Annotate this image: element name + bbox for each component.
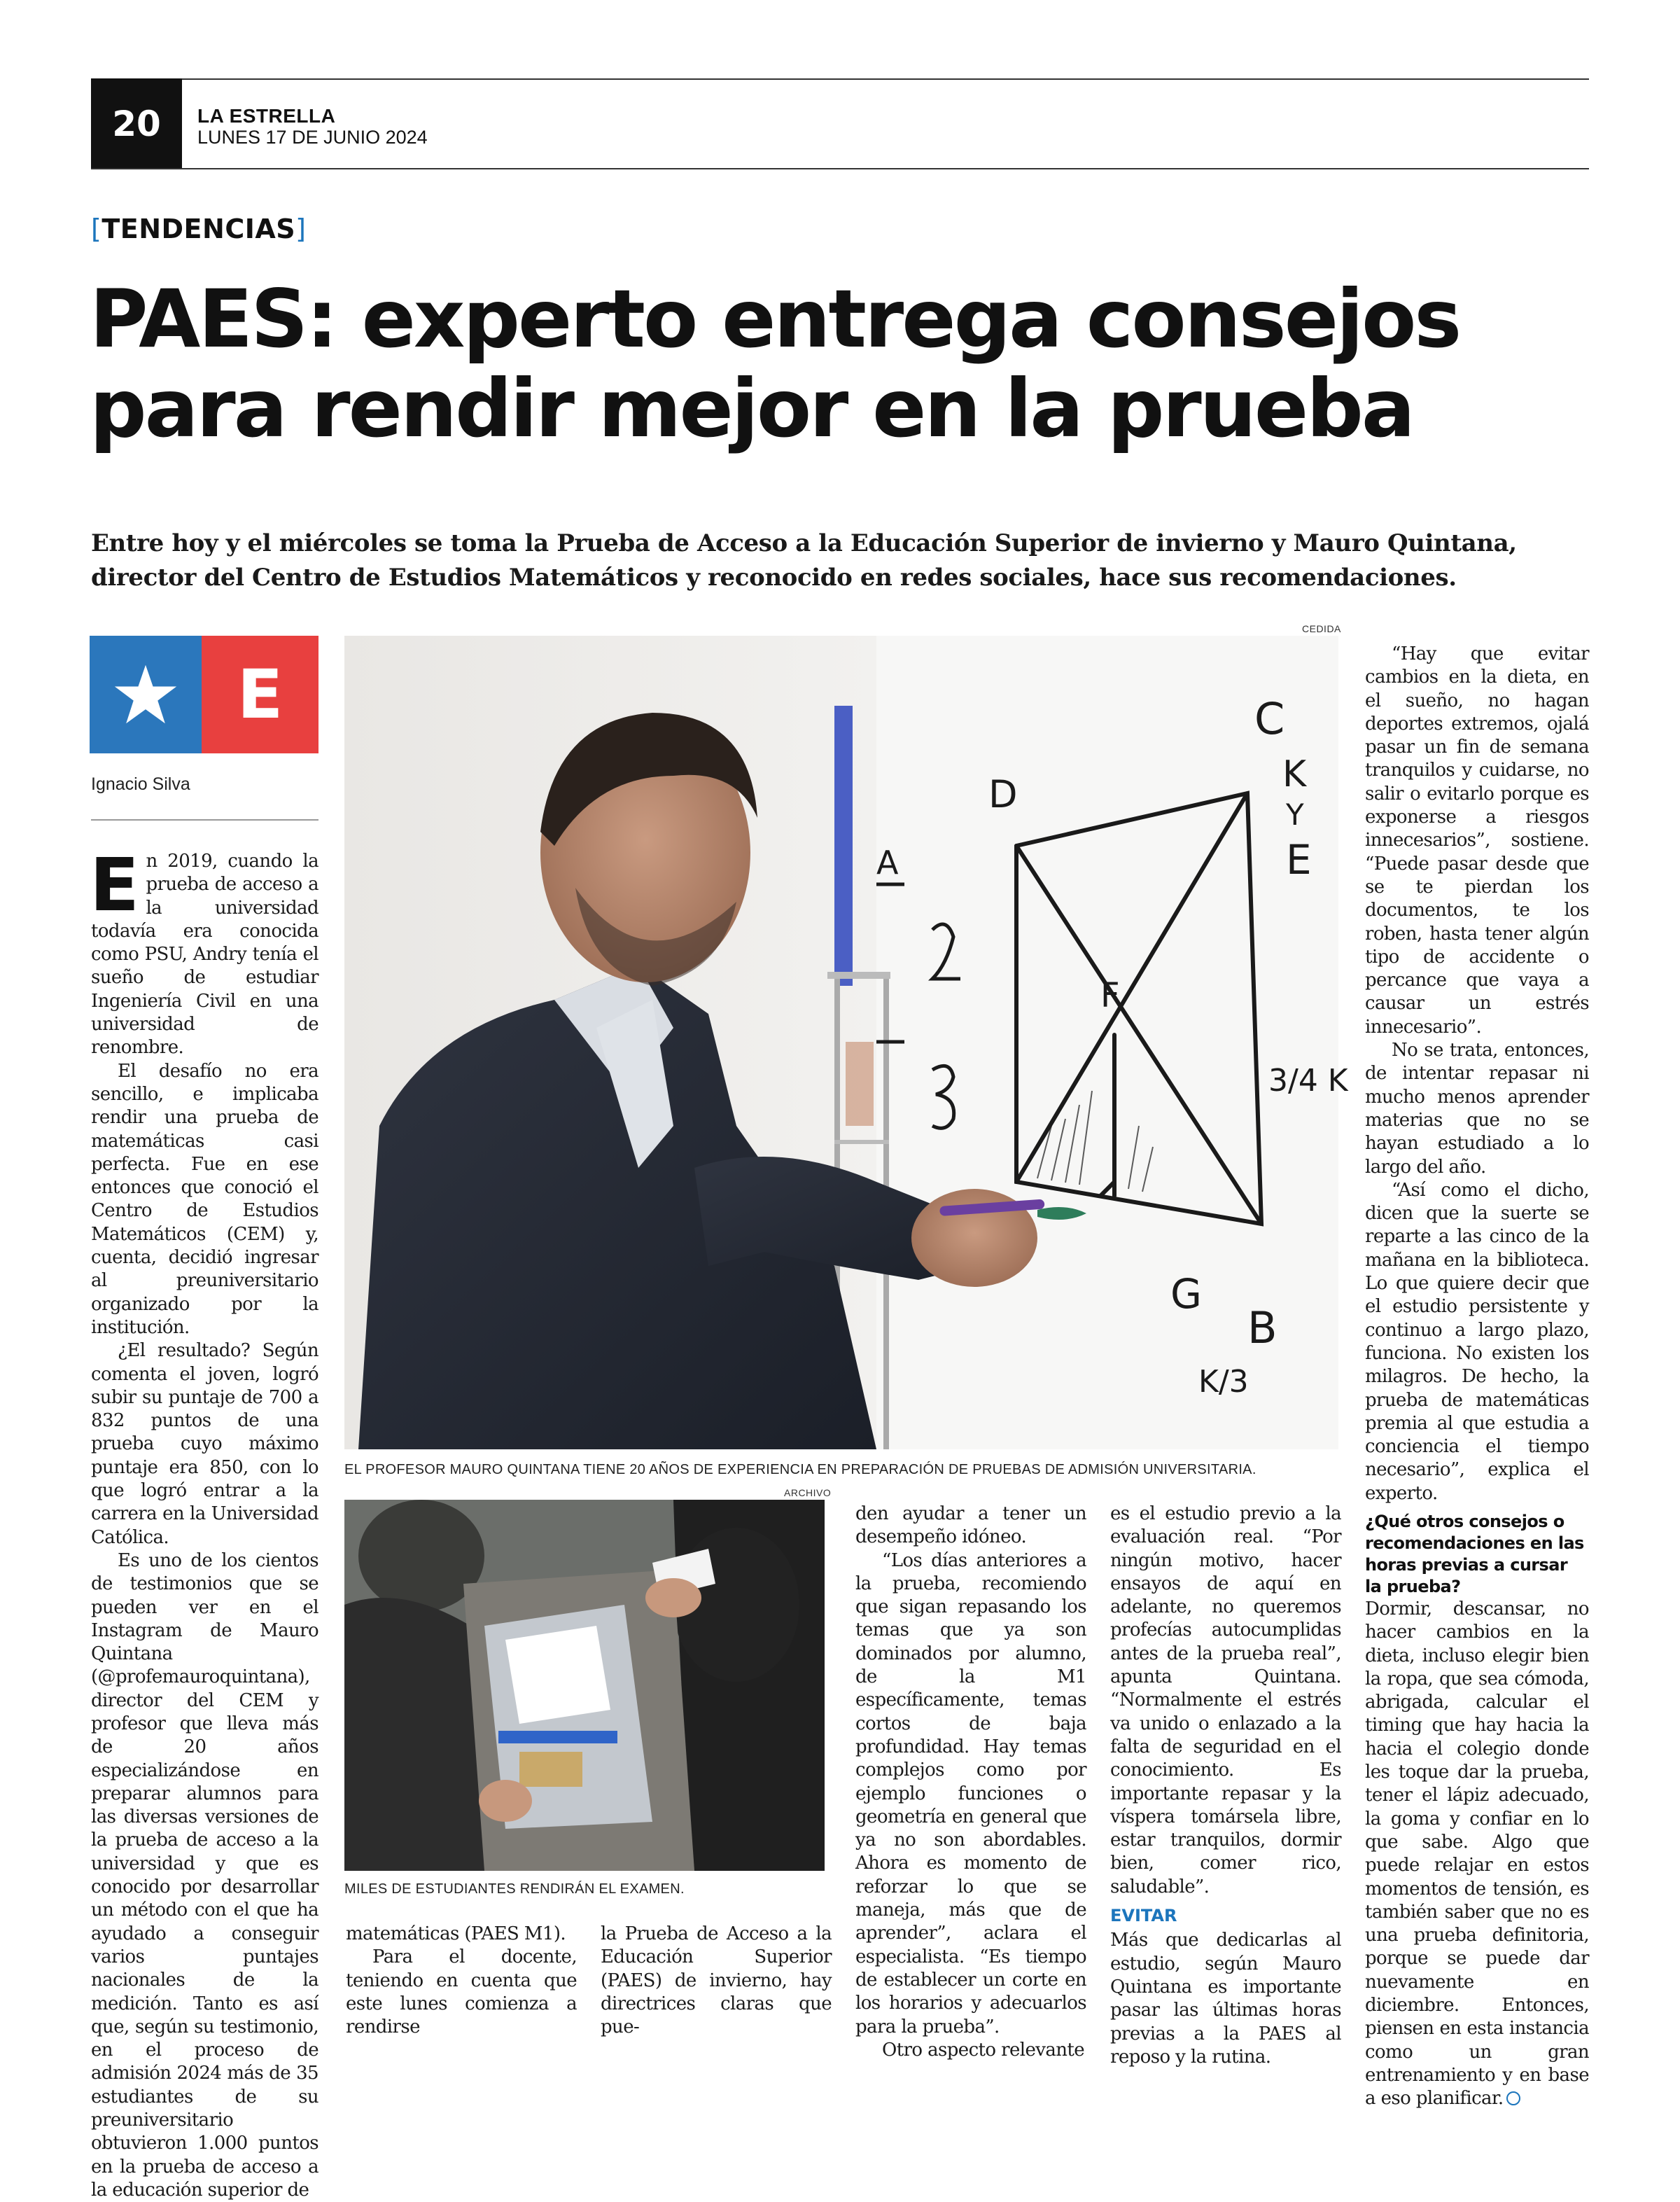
main-photo [344,636,1348,1449]
paragraph: “Así como el dicho, dicen que la suerte se reparte a las cinco de la mañana en la biblioteca. Lo que quiere decir que el estudio persistente y continuo a largo plazo, funciona. No existen los milagros. De hecho, la prueba de matemáticas premia al que estudia a conciencia el tiempo necesario”, explica el experto. [1365,1179,1589,1504]
whiteboard-label-d: D [988,772,1018,816]
paragraph: No se trata, entonces, de intentar repasar ni mucho menos aprender materias que no se hayan estudiado a lo largo del año. [1365,1040,1589,1178]
bracket-right: ] [295,214,307,244]
main-photo-credit: CEDIDA [1302,623,1341,634]
section-tag [91,214,306,244]
small-photo-credit: ARCHIVO [784,1487,832,1498]
paragraph: den ayudar a tener un desempeño idóneo. [855,1503,1086,1548]
headline [90,274,1595,454]
small-photo-caption: MILES DE ESTUDIANTES RENDIRÁN EL EXAMEN. [344,1881,685,1897]
paragraph: Es uno de los cientos de testimonios que se pueden ver en el Instagram de Mauro Quintana (@profemauroquintana), director del CEM y profesor que lleva más de 20 años especializándose en preparar alumnos para las diversas versiones de la prueba de acceso a la universidad y que es conocido por desarrollar un método con el que ha ayudado a conseguir varios puntajes nacionales de la medición. Tanto es así que, según su testimonio, en el proceso de admisión 2024 más de 35 estudiantes de su preuniversitario obtuvieron 1.000 puntos en la prueba de acceso a la educación superior de [91,1549,318,2201]
whiteboard-ratio: A [876,844,899,882]
students-photo [344,1500,825,1871]
body-column-1 [90,842,318,2202]
whiteboard-label-k: K [1282,753,1307,795]
section-label: TENDENCIAS [102,214,296,244]
paragraph: matemáticas (PAES M1). [346,1923,566,1944]
paragraph [90,842,318,1060]
whiteboard-k-third: K/3 [1198,1364,1249,1400]
page-number: 20 [91,78,182,169]
main-photo-caption: EL PROFESOR MAURO QUINTANA TIENE 20 AÑOS DE EXPERIENCIA EN PREPARACIÓN DE PRUEBAS DE ADMISIÓN UNIVERSITARIA. [344,1462,1256,1477]
paragraph: Más que dedicarlas al estudio, según Mauro Quintana es importante pasar las últimas horas previas a la PAES al reposo y la rutina. [1110,1930,1341,2068]
whiteboard-label-b: B [1247,1302,1278,1353]
byline: Ignacio Silva [91,774,190,794]
header-rule-bottom [91,168,1589,169]
article-deck: Entre hoy y el miércoles se toma la Prueba de Acceso a la Educación Superior de invierno y Mauro Quintana, director del Centro de Estudios Matemáticos y reconocido en redes sociales, hace sus recomendaciones. [91,529,1517,592]
body-column-5 [1110,1503,1341,2069]
interview-question: ¿Qué otros consejos o recomendaciones en las horas previas a cursar la prueba? [1365,1511,1584,1596]
headline-line-2: para rendir mejor en la prueba [90,362,1413,455]
whiteboard-fraction: 3/4 K [1268,1063,1348,1099]
paragraph: Otro aspecto relevante [882,2039,1084,2061]
paragraph: El desafío no era sencillo, e implicaba rendir una prueba de matemáticas casi perfecta. Fue en ese entonces que conoció el Centro de Estudios Matemáticos (CEM) y, cuenta, decidió ingresar al preuniversitario organizado por la institución. [91,1060,318,1338]
bracket-left: [ [91,214,102,244]
whiteboard-label-y: Y [1286,797,1304,832]
newspaper-logo [90,636,318,753]
paragraph: Para el docente, teniendo en cuenta que este lunes comienza a rendirse [346,1946,577,2038]
headline-line-1: PAES: experto entrega consejos [90,272,1460,365]
whiteboard-label-c: C [1254,693,1285,744]
publication-date: LUNES 17 DE JUNIO 2024 [197,127,428,148]
body-column-3 [601,1923,832,2039]
end-mark-icon [1506,2091,1520,2105]
whiteboard-label-f: F [1100,976,1120,1015]
byline-rule [91,819,318,821]
publication-name: LA ESTRELLA [197,105,336,127]
whiteboard-label-g: G [1170,1270,1202,1318]
subhead-evitar: EVITAR [1110,1906,1177,1926]
paragraph: ¿El resultado? Según comenta el joven, logró subir su puntaje de 700 a 832 puntos de una prueba cuyo máximo puntaje era 850, con lo que logró entrar a la carrera en la Universidad Católica. [91,1340,318,1548]
logo-letter: E [202,636,318,753]
star-icon [90,636,202,753]
body-column-2 [346,1923,577,2039]
paragraph: la Prueba de Acceso a la Educación Superior (PAES) de invierno, hay directrices claras que pue- [601,1923,832,2038]
body-column-4 [855,1503,1086,2062]
whiteboard-label-e: E [1286,836,1312,884]
paragraph: “Hay que evitar cambios en la dieta, en el sueño, no hagan deportes extremos, ojalá pasar un fin de semana tranquilos y cuidarse, no salir o evitarlo porque es exponerse a riesgos innecesarios”, sostiene. “Puede pasar desde que se te pierdan los documentos, te los roben, hasta tener algún tipo de accidente o percance que vaya a causar un estrés innecesario”. [1365,643,1589,1038]
body-column-6 [1365,643,1589,2111]
paragraph-text: n 2019, cuando la prueba de acceso a la universidad todavía era conocida como PSU, Andry tenía el sueño de estudiar Ingeniería Civil en una universidad de renombre. [91,851,318,1059]
paragraph: “Los días anteriores a la prueba, recomiendo que sigan repasando los temas que ya son dominados por alumno, de la M1 específicamente, temas cortos de baja profundidad. Hay temas complejos como por ejemplo funciones o geometría en general que ya no son abordables. Ahora es momento de reforzar lo que se maneja, más que de aprender”, aclara el especialista. “Es tiempo de establecer un corte en los horarios y adecuarlos para la prueba”. [855,1549,1086,2037]
header-rule-top [91,78,1589,80]
drop-cap: E [90,842,139,928]
paragraph: es el estudio previo a la evaluación real. “Por ningún motivo, hacer ensayos de aquí en adelante, no queremos profecías autocumplidas antes de la prueba real”, apunta Quintana. “Normalmente el estrés va unido o enlazado a la falta de seguridad en el conocimiento. Es importante repasar y la víspera tomársela libre, estar tranquilos, dormir bien, comer rico, saludable”. [1110,1503,1341,1897]
answer-text: Dormir, descansar, no hacer cambios en la dieta, incluso elegir bien la ropa, que sea cómoda, abrigada, calcular el timing que hay hacia la hacia el colegio donde les toque dar la prueba, tener el lápiz adecuado, la goma y confiar en lo que sabe. Algo que puede relajar en estos momentos de tensión, es también saber que no es una prueba definitoria, porque se puede dar nuevamente en diciembre. Entonces, piensen en esta instancia como un gran entrenamiento y en base a eso planificar. [1365,1598,1589,2110]
interview-answer [1365,1598,1589,2111]
